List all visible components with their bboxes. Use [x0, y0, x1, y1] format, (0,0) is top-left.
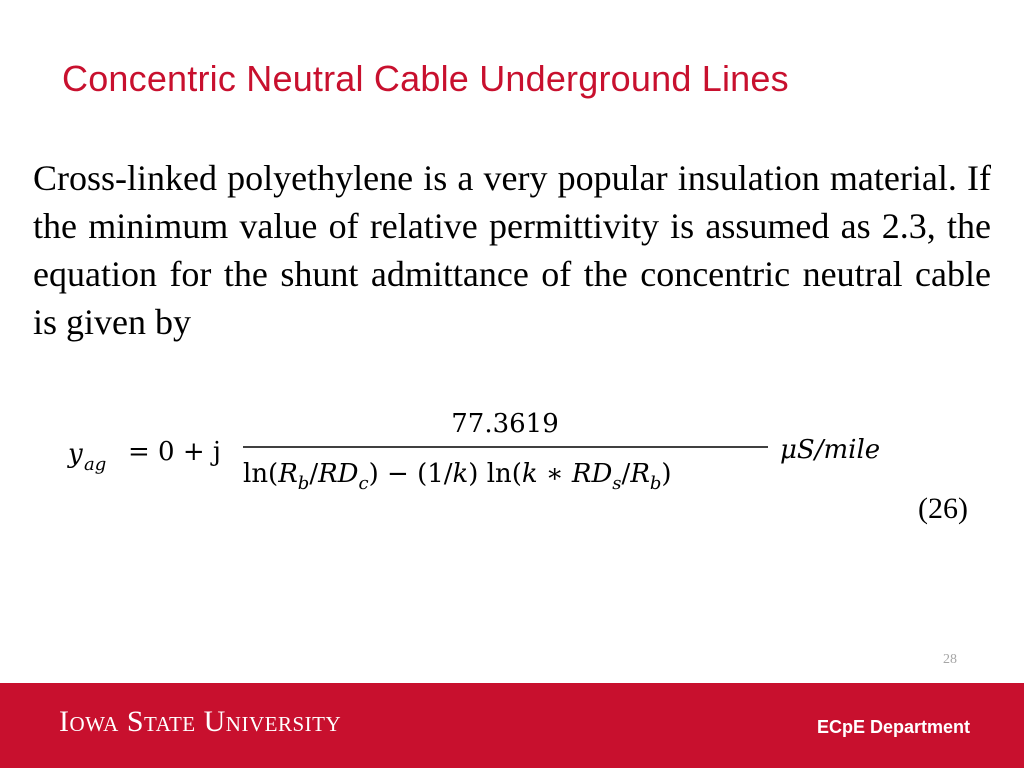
- denom-rd-sub: c: [358, 473, 369, 494]
- denom-close: ): [661, 459, 672, 489]
- denom-ln1: ln(: [243, 459, 279, 489]
- eq-denominator: [243, 459, 672, 494]
- denom-r1: R: [278, 459, 298, 489]
- denom-mid2: ) ln(: [468, 459, 522, 489]
- eq-lhs-var: y: [68, 439, 83, 469]
- denom-r1-sub: b: [297, 473, 310, 494]
- university-logo: [59, 705, 341, 739]
- denom-mid: ) − (1/: [368, 459, 453, 489]
- eq-prefix: = 0 + j: [128, 437, 221, 467]
- denom-rd: RD: [318, 459, 359, 489]
- footer-bar: [0, 683, 1024, 768]
- denom-slash1: /: [309, 459, 319, 489]
- denom-k2: k: [521, 459, 538, 489]
- university-wordmark: Iowa State University: [59, 705, 342, 738]
- eq-units: μS/mile: [780, 435, 881, 465]
- body-paragraph: Cross-linked polyethylene is a very popular insulation material. If the minimum value of relative permittivity is assumed as 2.3, the equation for the shunt admittance of the concentric neutral cable is given by: [33, 158, 991, 342]
- denom-r2: R: [630, 459, 650, 489]
- page-number: 28: [943, 652, 957, 667]
- slide-title: Concentric Neutral Cable Underground Lines: [62, 58, 789, 99]
- denom-star: ∗: [537, 459, 572, 489]
- denom-r2-sub: b: [649, 473, 662, 494]
- equation-number: (26): [918, 492, 968, 525]
- denom-rd2: RD: [571, 459, 613, 489]
- department-label: ECpE Department: [816, 717, 970, 737]
- denom-k1: k: [452, 459, 469, 489]
- denom-slash2: /: [621, 459, 631, 489]
- denom-rd2-sub: s: [612, 473, 622, 494]
- eq-numerator: 77.3619: [451, 409, 559, 439]
- eq-lhs-sub: ag: [84, 454, 107, 475]
